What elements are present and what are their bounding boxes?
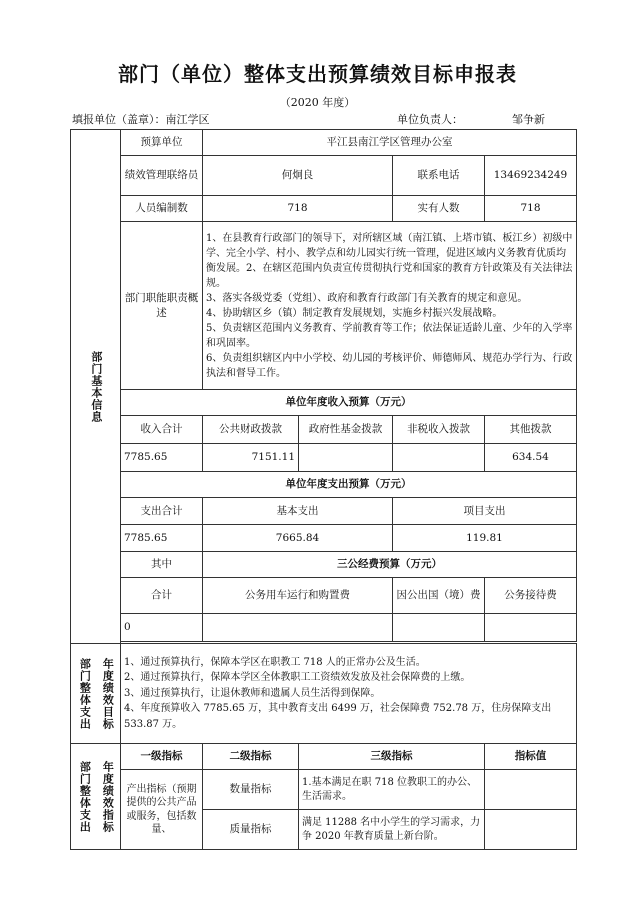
staff-quota-label: 人员编制数 — [121, 196, 203, 222]
three-public-reception-value — [485, 614, 577, 642]
three-public-total-value: 0 — [121, 614, 203, 642]
income-header: 单位年度收入预算（万元） — [121, 390, 577, 416]
three-public-col-reception: 公务接待费 — [485, 578, 577, 614]
three-public-col-total: 合计 — [121, 578, 203, 614]
expense-project-value: 119.81 — [393, 525, 577, 552]
duty-item: 5、负责辖区范围内义务教育、学前教育等工作；依法保证适龄儿童、少年的入学率和巩固率。 — [206, 322, 573, 349]
indicator-value — [485, 810, 577, 850]
section-basic-info — [71, 130, 121, 644]
three-public-header: 三公经费预算（万元） — [203, 552, 577, 578]
actual-staff-value: 718 — [485, 196, 577, 222]
indicator-value — [485, 770, 577, 810]
perf-contact-label: 绩效管理联络员 — [121, 156, 203, 196]
expense-header: 单位年度支出预算（万元） — [121, 472, 577, 498]
indicator-col-level1: 一级指标 — [121, 744, 203, 770]
perf-contact-value: 何炯良 — [203, 156, 393, 196]
goal-item: 2、通过预算执行，保障本学区全体教职工工资绩效发放及社会保障费的上缴。 — [124, 672, 471, 684]
phone-value: 13469234249 — [485, 156, 577, 196]
section-indicators-label-b: 年度绩效指标 — [101, 760, 115, 833]
section-indicators — [71, 744, 121, 850]
indicator-col-level3: 三级指标 — [299, 744, 485, 770]
indicator-level3: 满足 11288 名中小学生的学习需求，力争 2020 年教育质量上新台阶。 — [299, 810, 485, 850]
expense-col-basic: 基本支出 — [203, 498, 393, 525]
budget-unit-value: 平江县南江学区管理办公室 — [203, 130, 577, 156]
section-basic-label: 部门基本信息 — [89, 350, 103, 423]
income-col-other: 其他拨款 — [485, 416, 577, 444]
report-year: （2020 年度） — [279, 96, 356, 109]
unit-head-label: 单位负责人： — [397, 113, 463, 126]
indicator-level2: 数量指标 — [203, 770, 299, 810]
indicator-col-level2: 二级指标 — [203, 744, 299, 770]
three-public-car-value — [203, 614, 393, 642]
income-col-nontax: 非税收入拨款 — [393, 416, 485, 444]
indicator-col-value: 指标值 — [485, 744, 577, 770]
income-other-value: 634.54 — [485, 444, 577, 472]
page-title: 部门（单位）整体支出预算绩效目标申报表 — [118, 62, 517, 86]
income-fund-value — [299, 444, 393, 472]
duty-item: 1、在县教育行政部门的领导下，对所辖区域（南江镇、上塔市镇、板江乡）初级中学、完全小学、村小、教学点和幼儿园实行统一管理，促进区域内义务教育优质均衡发展。2、在辖区范围内负责宣传贯彻执行党和国家的教育方针政策及有关法律法规。 — [206, 232, 573, 289]
expense-basic-value: 7665.84 — [203, 525, 393, 552]
expense-col-total: 支出合计 — [121, 498, 203, 525]
income-public-value: 7151.11 — [203, 444, 299, 472]
duty-description — [203, 222, 577, 390]
income-col-total: 收入合计 — [121, 416, 203, 444]
duty-label: 部门职能职责概述 — [121, 222, 203, 390]
budget-unit-label: 预算单位 — [121, 130, 203, 156]
section-goals-label-b: 年度绩效目标 — [101, 657, 115, 730]
duty-item: 4、协助辖区乡（镇）制定教育发展规划，实施乡村振兴发展战略。 — [206, 307, 503, 319]
section-indicators-label-a: 部门整体支出 — [78, 760, 92, 833]
duty-item: 6、负责组织辖区内中小学校、幼儿园的考核评价、师德师风、规范办学行为、行政执法和督导工作。 — [206, 352, 573, 379]
expense-col-project: 项目支出 — [393, 498, 577, 525]
fill-unit: 填报单位（盖章）：南江学区 — [72, 113, 210, 126]
expense-total-value: 7785.65 — [121, 525, 203, 552]
indicator-level3: 1.基本满足在职 718 位教职工的办公、生活需求。 — [299, 770, 485, 810]
section-goals — [71, 644, 121, 744]
indicator-level1-output: 产出指标（预期提供的公共产品或服务，包括数量、 — [121, 770, 203, 850]
goal-item: 4、年度预算收入 7785.65 万，其中教育支出 6499 万，社会保障费 752.78 万，住房保障支出 533.87 万。 — [124, 703, 552, 730]
three-public-abroad-value — [393, 614, 485, 642]
phone-label: 联系电话 — [393, 156, 485, 196]
duty-item: 3、落实各级党委（党组）、政府和教育行政部门有关教育的规定和意见。 — [206, 292, 528, 304]
income-total-value: 7785.65 — [121, 444, 203, 472]
indicator-level2: 质量指标 — [203, 810, 299, 850]
unit-head-name: 邹争新 — [512, 113, 545, 126]
goal-item: 3、通过预算执行，让退休教师和遗属人员生活得到保障。 — [124, 687, 381, 699]
staff-quota-value: 718 — [203, 196, 393, 222]
three-public-col-abroad: 因公出国（境）费 — [393, 578, 485, 614]
goal-item: 1、通过预算执行，保障本学区在职教工 718 人的正常办公及生活。 — [124, 656, 426, 668]
among-label: 其中 — [121, 552, 203, 578]
income-col-fund: 政府性基金拨款 — [299, 416, 393, 444]
fill-info-row — [72, 111, 572, 125]
budget-form-table — [70, 129, 577, 850]
income-col-public: 公共财政拨款 — [203, 416, 299, 444]
income-nontax-value — [393, 444, 485, 472]
three-public-col-car: 公务用车运行和购置费 — [203, 578, 393, 614]
section-goals-label-a: 部门整体支出 — [78, 657, 92, 730]
actual-staff-label: 实有人数 — [393, 196, 485, 222]
annual-goals — [121, 644, 577, 744]
